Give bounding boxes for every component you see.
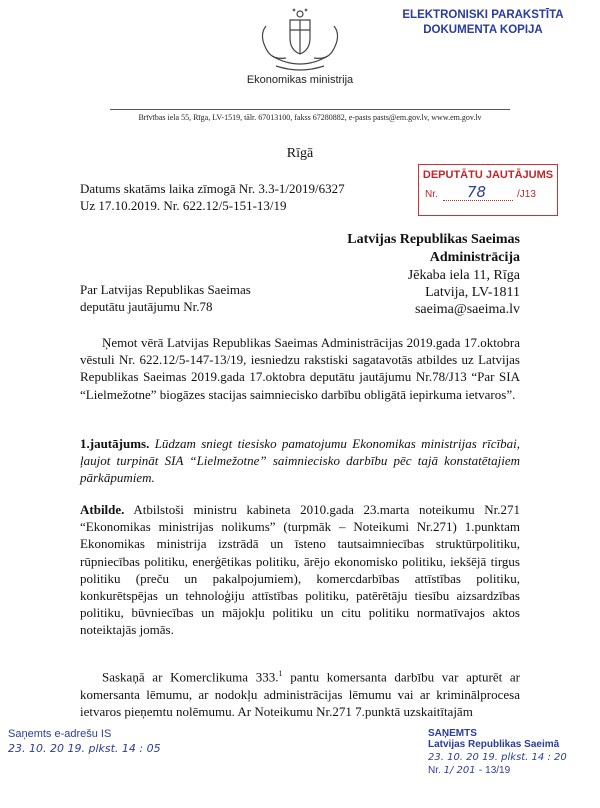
saeima-received-org: Latvijas Republikas Saeimā	[428, 739, 560, 750]
email-received-label: Saņemts e-adrešu IS	[8, 728, 112, 740]
saeima-received-number-row	[428, 765, 598, 776]
answer-label: Atbilde.	[80, 502, 125, 517]
electronic-copy-stamp	[388, 8, 578, 38]
subject-line-1: Par Latvijas Republikas Saeimas	[80, 282, 251, 297]
saeima-received-suffix: 13/19	[485, 765, 511, 776]
saeima-received-stamp	[428, 728, 598, 776]
paragraph-2-part1: Saskaņā ar Komerclikuma 333.	[102, 669, 279, 685]
question-text: Lūdzam sniegt tiesisko pamatojumu Ekonomikas ministrijas rīcībai, ļaujot turpināt SIA “Lielmežotne” saimniecisko darbību pēc tajā konstatētajiem pārkāpumiem.	[80, 436, 520, 486]
intro-paragraph: Ņemot vērā Latvijas Republikas Saeimas Administrācijas 2019.gada 17.oktobra vēstuli Nr. 622.12/5-147-13/19, iesniedzu rakstiski sagatavotās atbildes uz Latvijas Republikas Saeimas 2019.gada 17.oktobra deputātu jautājumu Nr.78/J13 “Par SIA “Lielmežotne” biogāzes stacijas saimniecisko darbību obligātā iepirkuma ietvaros”.	[80, 335, 520, 402]
electronic-copy-line1: ELEKTRONISKI PARAKSTĪTA	[402, 9, 564, 21]
saeima-received-nr-label: Nr.	[428, 765, 441, 776]
addressee-line-2: Administrācija	[429, 250, 520, 265]
saeima-received-title: SAŅEMTS	[428, 728, 477, 739]
city: Rīgā	[286, 146, 314, 161]
deputy-question-stamp	[418, 164, 558, 216]
deputy-stamp-nr-label: Nr.	[425, 189, 438, 200]
paragraph-2	[80, 665, 520, 720]
question-label: 1.jautājums.	[80, 436, 150, 451]
header-contacts: Brīvības iela 55, Rīga, LV-1519, tālr. 67013100, fakss 67280882, e-pasts pasts@em.gov.lv, www.em.gov.lv	[138, 113, 482, 122]
answer-paragraph	[80, 501, 520, 639]
answer-text: Atbilstoši ministru kabineta 2010.gada 23.marta noteikumu Nr.271 “Ekonomikas ministrijas nolikums” (turpmāk – Noteikumi Nr.271) 1.punktam Ekonomikas ministrija izstrādā un īsteno tautsaimniecības struktūrpolitiku, rūpniecības politiku, enerģētikas politiku, ārējo ekonomisko politiku, iekšējā tirgus politiku (preču un pakalpojumiem), komercdarbības attīstības politiku, konkurētspējas un tehnoloģiju attīstības politiku, patērētāju tiesību aizsardzības politiku, būvniecības un mājokļu politiku un citu politiku normatīvajos aktos noteiktajās jomās.	[80, 502, 520, 638]
subject-line-2: deputātu jautājumu Nr.78	[80, 299, 213, 314]
reference-line-2: Uz 17.10.2019. Nr. 622.12/5-151-13/19	[80, 198, 287, 213]
addressee-line-4: Latvija, LV-1811	[425, 285, 520, 300]
addressee-email: saeima@saeima.lv	[414, 302, 520, 317]
footnote-marker: 1	[278, 669, 283, 678]
header-divider	[110, 109, 510, 110]
addressee-line-3: Jēkaba iela 11, Rīga	[407, 268, 520, 283]
saeima-received-date: 23. 10. 20 19. plkst. 14 : 20	[428, 752, 567, 763]
email-received-stamp	[8, 728, 208, 755]
reference-line-1: Datums skatāms laika zīmogā Nr. 3.3-1/2019/6327	[80, 181, 345, 196]
ministry-name: Ekonomikas ministrija	[246, 74, 354, 86]
email-received-date: 23. 10. 20 19. plkst. 14 : 05	[8, 742, 161, 755]
paragraph-2-part2: pantu komersanta darbību var apturēt ar komersanta lēmumu, ar nodokļu administrācijas lēmumu vai ar kriminālprocesa ietvaros pieņemtu nolēmumu. Ar Noteikumu Nr.271 7.punktā uzskaitītajām	[80, 669, 520, 719]
question-paragraph	[80, 435, 520, 487]
deputy-stamp-title: DEPUTĀTU JAUTĀJUMS	[422, 169, 554, 181]
coat-of-arms-icon	[252, 6, 348, 74]
deputy-stamp-number: 78	[467, 183, 487, 201]
electronic-copy-line2: DOKUMENTA KOPIJA	[423, 24, 543, 36]
addressee-line-1: Latvijas Republikas Saeimas	[347, 232, 520, 247]
deputy-stamp-suffix: /J13	[517, 189, 536, 200]
saeima-received-number: 1/ 201 -	[443, 765, 483, 776]
